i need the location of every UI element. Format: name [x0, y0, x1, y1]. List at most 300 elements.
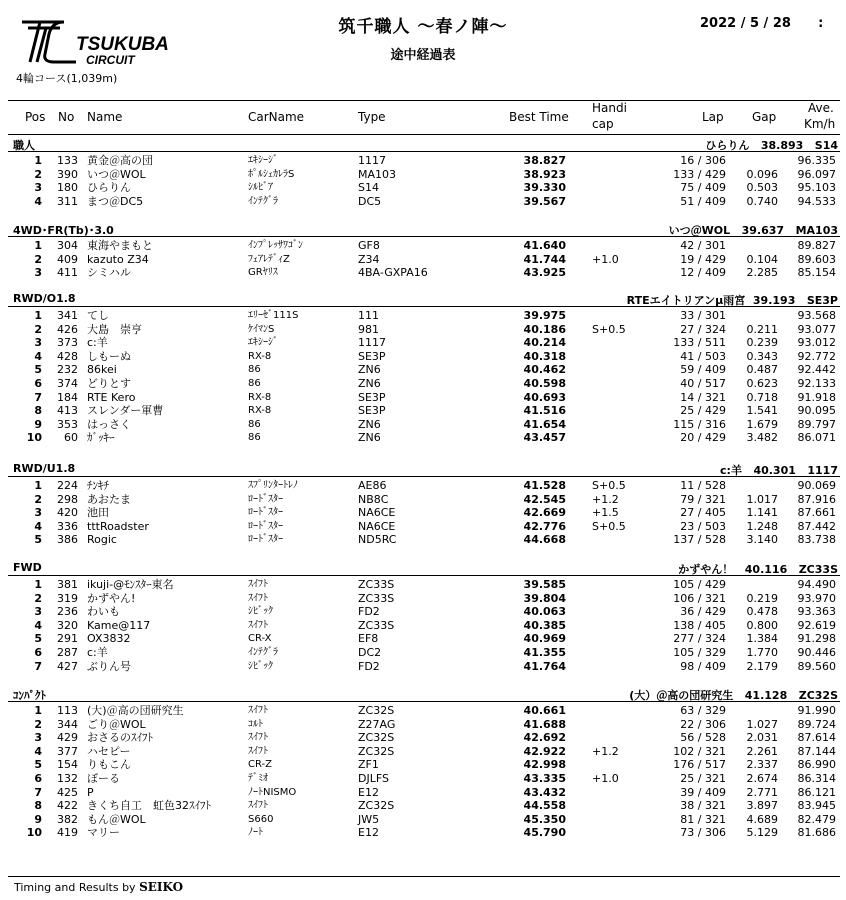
result-row [0, 154, 846, 168]
cell-average-speed: 90.446 [797, 646, 836, 659]
cell-average-speed: 83.945 [797, 799, 836, 813]
cell-pos: 3 [34, 731, 42, 745]
cell-best-time: 41.688 [523, 717, 566, 731]
cell-pos: 1 [34, 239, 42, 252]
cell-car-name: ｴﾘｰｾﾞ111S [248, 310, 299, 321]
cell-car-number: 344 [57, 717, 78, 731]
cell-car-name: ﾛｰﾄﾞｽﾀｰ [248, 534, 283, 546]
cell-lap: 63 / 329 [680, 704, 726, 717]
cell-car-type: AE86 [358, 479, 387, 492]
cell-gap: 0.104 [746, 252, 778, 266]
cell-driver-name: ｶﾞｯｷｰ [87, 431, 115, 445]
footer [14, 880, 183, 894]
cell-lap: 23 / 503 [680, 519, 726, 533]
cell-best-time: 40.318 [523, 349, 566, 363]
cell-gap: 1.541 [746, 404, 778, 418]
result-row [0, 323, 846, 337]
cell-gap: 0.343 [746, 349, 778, 363]
cell-pos: 3 [34, 605, 42, 619]
cell-car-number: 113 [57, 704, 78, 717]
cell-pos: 9 [34, 417, 42, 431]
cell-car-name: ﾃﾞﾐｵ [248, 773, 268, 784]
page-title: 筑千職人 〜春ノ陣〜 [338, 17, 508, 37]
cell-car-number: 381 [57, 578, 78, 591]
cell-car-name: ｼﾋﾞｯｸ [248, 660, 273, 672]
cell-best-time: 44.558 [523, 799, 566, 813]
cell-pos: 6 [34, 646, 42, 659]
cell-pos: 1 [34, 479, 42, 492]
cell-car-number: 411 [57, 266, 78, 280]
cell-car-type: ZN6 [358, 377, 381, 390]
cell-car-number: 419 [57, 826, 78, 840]
cell-lap: 38 / 321 [680, 799, 726, 813]
cell-lap: 42 / 301 [680, 239, 726, 252]
cell-car-name: ｴｷｼｰｼﾞ [248, 337, 278, 349]
section-best-lap: (大）＠高の団研究生 41.128 ZC32S [629, 689, 838, 702]
cell-average-speed: 91.298 [797, 632, 836, 646]
cell-car-name: ﾉｰﾄ [248, 827, 263, 839]
cell-pos: 2 [34, 591, 42, 605]
cell-driver-name: わいも [87, 605, 120, 619]
cell-driver-name: 86kei [87, 363, 117, 377]
cell-lap: 36 / 429 [680, 605, 726, 619]
cell-gap: 5.129 [746, 826, 778, 840]
result-row [0, 391, 846, 405]
cell-best-time: 40.598 [523, 377, 566, 390]
cell-lap: 27 / 405 [680, 506, 726, 520]
col-type: Type [358, 110, 386, 124]
footer-rule [8, 876, 840, 877]
cell-pos: 2 [34, 252, 42, 266]
section-best-lap: c:羊 40.301 1117 [720, 464, 838, 477]
cell-best-time: 41.528 [523, 479, 566, 492]
cell-car-type: SE3P [358, 349, 386, 363]
footer-text: Timing and Results by [14, 881, 140, 894]
result-row [0, 592, 846, 606]
cell-best-time: 44.668 [523, 533, 566, 547]
cell-car-number: 133 [57, 154, 78, 167]
cell-car-name: RX-8 [248, 350, 272, 362]
cell-lap: 79 / 321 [680, 492, 726, 506]
cell-car-type: ZC32S [358, 704, 395, 717]
cell-driver-name: かずやん! [87, 591, 136, 605]
cell-lap: 40 / 517 [680, 377, 726, 390]
cell-best-time: 45.350 [523, 812, 566, 826]
cell-pos: 7 [34, 390, 42, 404]
cell-lap: 19 / 429 [680, 252, 726, 266]
section-rule [8, 236, 840, 237]
cell-car-name: ｼﾋﾞｯｸ [248, 606, 273, 618]
cell-lap: 115 / 316 [673, 417, 726, 431]
col-carname: CarName [248, 110, 305, 124]
cell-driver-name: 池田 [87, 506, 109, 520]
cell-car-type: ZC33S [358, 591, 395, 605]
cell-lap: 73 / 306 [680, 826, 726, 840]
cell-gap: 2.337 [746, 758, 778, 772]
cell-driver-name: はっさく [87, 417, 131, 431]
cell-car-type: 111 [358, 309, 379, 322]
cell-gap: 0.096 [746, 167, 778, 181]
page-subtitle: 途中経過表 [390, 48, 456, 63]
section-rule [8, 151, 840, 152]
cell-driver-name: P [87, 785, 94, 799]
cell-lap: 133 / 429 [673, 167, 726, 181]
cell-lap: 98 / 409 [680, 659, 726, 673]
cell-pos: 3 [34, 336, 42, 350]
result-row [0, 309, 846, 323]
cell-average-speed: 81.686 [797, 826, 836, 840]
cell-driver-name: あおたま [87, 492, 131, 506]
cell-lap: 105 / 329 [673, 646, 726, 659]
cell-lap: 105 / 429 [673, 578, 726, 591]
cell-car-type: DC2 [358, 646, 382, 659]
result-row [0, 758, 846, 772]
cell-car-number: 180 [57, 181, 78, 195]
cell-car-type: 1117 [358, 336, 386, 350]
cell-best-time: 43.457 [523, 431, 566, 445]
cell-handicap: S+0.5 [592, 519, 626, 533]
result-row [0, 363, 846, 377]
cell-car-name: S660 [248, 813, 274, 825]
cell-pos: 3 [34, 506, 42, 520]
cell-lap: 27 / 324 [680, 322, 726, 336]
cell-average-speed: 93.077 [797, 322, 836, 336]
cell-lap: 138 / 405 [673, 618, 726, 632]
cell-car-number: 291 [57, 632, 78, 646]
cell-car-type: FD2 [358, 659, 380, 673]
cell-car-type: GF8 [358, 239, 380, 252]
cell-car-name: ﾌｪｱﾚﾃﾞｨZ [248, 253, 290, 265]
cell-average-speed: 83.738 [797, 533, 836, 547]
cell-best-time: 45.790 [523, 826, 566, 840]
cell-pos: 5 [34, 363, 42, 377]
cell-gap: 2.179 [746, 659, 778, 673]
cell-average-speed: 90.069 [797, 479, 836, 492]
cell-car-number: 429 [57, 731, 78, 745]
cell-average-speed: 87.614 [797, 731, 836, 745]
cell-lap: 12 / 409 [680, 266, 726, 280]
cell-car-type: JW5 [358, 812, 380, 826]
cell-gap: 0.740 [746, 194, 778, 208]
cell-car-number: 236 [57, 605, 78, 619]
cell-driver-name: まつ＠DC5 [87, 194, 144, 208]
cell-car-type: DC5 [358, 194, 382, 208]
cell-best-time: 41.764 [523, 659, 566, 673]
cell-average-speed: 93.970 [797, 591, 836, 605]
cell-car-number: 409 [57, 252, 78, 266]
cell-handicap: +1.2 [592, 744, 619, 758]
cell-car-type: ZC32S [358, 799, 395, 813]
cell-gap: 0.623 [746, 377, 778, 390]
cell-car-type: Z34 [358, 252, 380, 266]
cell-best-time: 40.693 [523, 390, 566, 404]
cell-car-type: ZC32S [358, 731, 395, 745]
result-row [0, 195, 846, 209]
cell-average-speed: 94.533 [797, 194, 836, 208]
cell-average-speed: 93.363 [797, 605, 836, 619]
result-row [0, 731, 846, 745]
cell-car-number: 374 [57, 377, 78, 390]
result-row [0, 418, 846, 432]
cell-car-name: 86 [248, 364, 261, 376]
cell-gap: 3.482 [746, 431, 778, 445]
cell-average-speed: 82.479 [797, 812, 836, 826]
cell-car-name: 86 [248, 378, 261, 389]
cell-car-name: ﾛｰﾄﾞｽﾀｰ [248, 507, 283, 519]
section-best-lap: ひらりん 38.893 S14 [705, 139, 838, 152]
cell-average-speed: 86.071 [797, 431, 836, 445]
cell-average-speed: 90.095 [797, 404, 836, 418]
section-title: RWD/O1.8 [13, 292, 76, 305]
section-title: RWD/U1.8 [13, 462, 76, 475]
result-row [0, 533, 846, 547]
cell-car-type: EF8 [358, 632, 379, 646]
section-title: 職人 [13, 139, 35, 152]
cell-pos: 3 [34, 181, 42, 195]
cell-lap: 20 / 429 [680, 431, 726, 445]
cell-car-type: S14 [358, 181, 379, 195]
cell-lap: 41 / 503 [680, 349, 726, 363]
cell-pos: 4 [34, 194, 42, 208]
cell-car-number: 341 [57, 309, 78, 322]
cell-driver-name: c:羊 [87, 646, 108, 659]
cell-car-number: 427 [57, 659, 78, 673]
cell-car-type: MA103 [358, 167, 397, 181]
cell-driver-name: どりとす [87, 377, 131, 390]
result-row [0, 506, 846, 520]
cell-driver-name: ごり＠WOL [87, 717, 146, 731]
cell-lap: 59 / 409 [680, 363, 726, 377]
cell-car-name: CR-X [248, 633, 272, 645]
cell-car-number: 353 [57, 417, 78, 431]
cell-handicap: +1.0 [592, 772, 619, 785]
result-row [0, 520, 846, 534]
cell-car-number: 298 [57, 492, 78, 506]
result-row [0, 718, 846, 732]
cell-gap: 1.027 [746, 717, 778, 731]
cell-pos: 9 [34, 812, 42, 826]
cell-car-name: ｽｲﾌﾄ [248, 705, 268, 716]
cell-best-time: 38.923 [523, 167, 566, 181]
cell-lap: 56 / 528 [680, 731, 726, 745]
cell-gap: 0.718 [746, 390, 778, 404]
cell-pos: 3 [34, 266, 42, 280]
cell-car-type: ZN6 [358, 417, 381, 431]
cell-driver-name: OX3832 [87, 632, 131, 646]
cell-average-speed: 85.154 [797, 266, 836, 280]
cell-car-type: NA6CE [358, 519, 396, 533]
section-best-lap: いつ＠WOL 39.637 MA103 [668, 224, 838, 237]
cell-car-number: 287 [57, 646, 78, 659]
cell-driver-name: しもーぬ [87, 349, 131, 363]
cell-car-type: ZN6 [358, 431, 381, 445]
cell-lap: 14 / 321 [680, 390, 726, 404]
cell-car-name: ｲﾝﾃｸﾞﾗ [248, 647, 278, 658]
cell-lap: 277 / 324 [673, 632, 726, 646]
cell-handicap: S+0.5 [592, 322, 626, 336]
cell-best-time: 41.744 [523, 252, 566, 266]
cell-handicap: S+0.5 [592, 479, 626, 492]
cell-gap: 1.679 [746, 417, 778, 431]
cell-pos: 4 [34, 519, 42, 533]
cell-lap: 106 / 321 [673, 591, 726, 605]
result-row [0, 704, 846, 718]
cell-pos: 7 [34, 659, 42, 673]
cell-car-number: 319 [57, 591, 78, 605]
result-row [0, 181, 846, 195]
cell-gap: 0.239 [746, 336, 778, 350]
cell-best-time: 42.692 [523, 731, 566, 745]
cell-gap: 0.211 [746, 322, 778, 336]
cell-best-time: 42.545 [523, 492, 566, 506]
col-lap: Lap [702, 110, 724, 124]
cell-car-number: 320 [57, 618, 78, 632]
cell-best-time: 40.462 [523, 363, 566, 377]
section-rule [8, 476, 840, 477]
cell-car-number: 311 [57, 194, 78, 208]
cell-car-name: ｽｲﾌﾄ [248, 732, 268, 744]
cell-driver-name: (大)＠高の団研究生 [87, 704, 184, 717]
cell-lap: 25 / 429 [680, 404, 726, 418]
cell-car-number: 390 [57, 167, 78, 181]
cell-average-speed: 92.133 [797, 377, 836, 390]
cell-best-time: 42.669 [523, 506, 566, 520]
result-row [0, 786, 846, 800]
cell-car-name: ｲﾝﾌﾟﾚｯｻﾜｺﾞﾝ [248, 240, 303, 251]
cell-average-speed: 92.772 [797, 349, 836, 363]
cell-car-name: ｽｲﾌﾄ [248, 745, 268, 757]
cell-average-speed: 93.012 [797, 336, 836, 350]
cell-car-number: 426 [57, 322, 78, 336]
cell-average-speed: 89.797 [797, 417, 836, 431]
cell-driver-name: ハセピー [87, 744, 131, 758]
cell-pos: 5 [34, 533, 42, 547]
cell-driver-name: ぼーる [87, 772, 120, 785]
cell-car-name: ﾛｰﾄﾞｽﾀｰ [248, 520, 283, 532]
cell-lap: 102 / 321 [673, 744, 726, 758]
cell-lap: 75 / 409 [680, 181, 726, 195]
cell-driver-name: てし [87, 309, 109, 322]
cell-gap: 2.031 [746, 731, 778, 745]
cell-lap: 22 / 306 [680, 717, 726, 731]
cell-best-time: 40.186 [523, 322, 566, 336]
cell-car-name: ｽﾌﾟﾘﾝﾀｰﾄﾚﾉ [248, 480, 298, 491]
cell-car-name: CR-Z [248, 759, 272, 771]
cell-driver-name: もん＠WOL [87, 812, 146, 826]
cell-average-speed: 89.724 [797, 717, 836, 731]
section-rule [8, 701, 840, 702]
cell-car-number: 224 [57, 479, 78, 492]
section-best-lap: かずやん！ 40.116 ZC33S [678, 563, 838, 576]
cell-driver-name: おさるのｽｲﾌﾄ [87, 731, 153, 745]
cell-driver-name: ひらりん [87, 181, 131, 195]
cell-average-speed: 96.335 [797, 154, 836, 167]
result-row [0, 404, 846, 418]
cell-car-type: Z27AG [358, 717, 396, 731]
cell-best-time: 40.661 [523, 704, 566, 717]
cell-handicap: +1.0 [592, 252, 619, 266]
cell-best-time: 40.385 [523, 618, 566, 632]
col-handicap-2: cap [592, 117, 614, 131]
col-pos: Pos [25, 110, 46, 124]
cell-lap: 176 / 517 [673, 758, 726, 772]
cell-car-type: E12 [358, 826, 379, 840]
cell-driver-name: RTE Kero [87, 390, 136, 404]
cell-car-name: ｽｲﾌﾄ [248, 579, 268, 590]
cell-car-name: ﾛｰﾄﾞｽﾀｰ [248, 493, 283, 505]
cell-average-speed: 86.121 [797, 785, 836, 799]
cell-car-number: 382 [57, 812, 78, 826]
result-row [0, 350, 846, 364]
result-row [0, 479, 846, 493]
cell-driver-name: tttRoadster [87, 519, 149, 533]
cell-gap: 0.478 [746, 605, 778, 619]
cell-driver-name: ﾁﾝｷﾁ [87, 479, 109, 492]
cell-car-number: 132 [57, 772, 78, 785]
cell-lap: 81 / 321 [680, 812, 726, 826]
cell-driver-name: きくち自工 虹色32ｽｲﾌﾄ [87, 799, 211, 813]
cell-car-type: 981 [358, 322, 379, 336]
cell-car-name: ﾎﾟﾙｼｪｶﾚﾗS [248, 168, 295, 180]
cell-best-time: 40.063 [523, 605, 566, 619]
cell-gap: 1.384 [746, 632, 778, 646]
cell-average-speed: 89.603 [797, 252, 836, 266]
cell-best-time: 41.355 [523, 646, 566, 659]
result-row [0, 431, 846, 445]
section-title: FWD [13, 561, 42, 574]
cell-gap: 0.487 [746, 363, 778, 377]
result-row [0, 239, 846, 253]
cell-gap: 0.219 [746, 591, 778, 605]
col-ave-2: Km/h [804, 117, 836, 131]
cell-average-speed: 92.619 [797, 618, 836, 632]
cell-best-time: 43.335 [523, 772, 566, 785]
cell-car-type: DJLFS [358, 772, 389, 785]
result-row [0, 632, 846, 646]
cell-car-type: ZC32S [358, 744, 395, 758]
col-no: No [58, 110, 75, 124]
cell-car-name: ｽｲﾌﾄ [248, 800, 268, 812]
result-row [0, 799, 846, 813]
cell-best-time: 42.776 [523, 519, 566, 533]
cell-gap: 1.770 [746, 646, 778, 659]
cell-pos: 6 [34, 377, 42, 390]
cell-driver-name: Kame@117 [87, 618, 151, 632]
cell-pos: 10 [26, 826, 42, 840]
cell-average-speed: 96.097 [797, 167, 836, 181]
cell-lap: 16 / 306 [680, 154, 726, 167]
cell-car-number: 304 [57, 239, 78, 252]
cell-handicap: +1.2 [592, 492, 619, 506]
report-date: 2022 / 5 / 28 : [700, 16, 824, 31]
cell-car-name: RX-8 [248, 391, 272, 403]
cell-driver-name: ikuji-@ﾓﾝｽﾀｰ東名 [87, 578, 174, 591]
result-row [0, 493, 846, 507]
cell-car-number: 373 [57, 336, 78, 350]
col-handicap-1: Handi [592, 101, 627, 115]
cell-pos: 2 [34, 492, 42, 506]
cell-best-time: 39.975 [523, 309, 566, 322]
cell-driver-name: いつ＠WOL [87, 167, 146, 181]
cell-car-type: NB8C [358, 492, 389, 506]
result-row [0, 266, 846, 280]
cell-average-speed: 92.442 [797, 363, 836, 377]
cell-car-type: ZC33S [358, 578, 395, 591]
cell-pos: 2 [34, 167, 42, 181]
result-row [0, 745, 846, 759]
cell-gap: 2.674 [746, 772, 778, 785]
cell-car-number: 386 [57, 533, 78, 547]
